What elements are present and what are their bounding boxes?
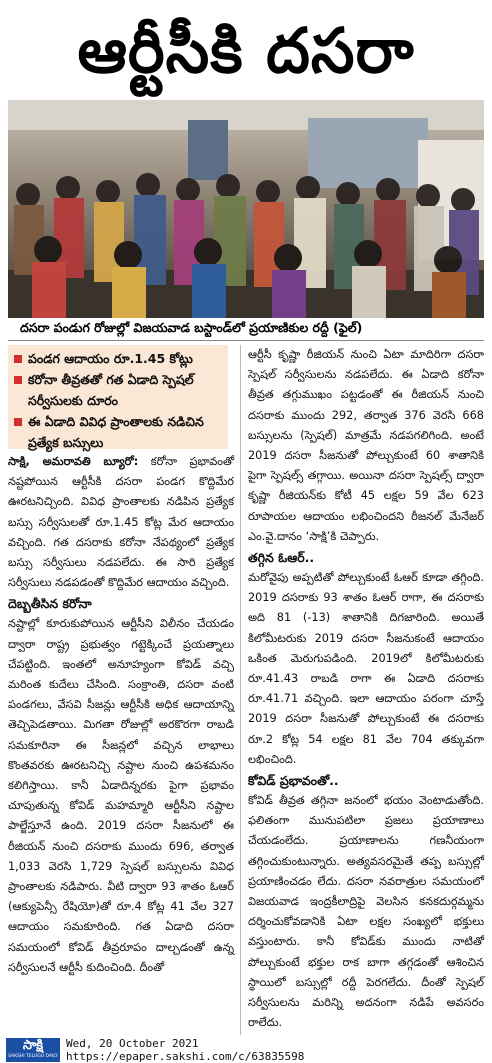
subhead-corona: దెబ్బతీసిన కరోనా [8, 596, 92, 612]
dateline: సాక్షి, అమరావతి బ్యూరో: [8, 455, 139, 468]
caption-rule [8, 340, 484, 341]
highlight-text: కరోనా తీవ్రతతో గత ఏడాది స్పెషల్ సర్వీసులకు దూరం [28, 372, 194, 408]
body-paragraph: నష్టాల్లో కూరుకుపోయిన ఆర్టీసీని విలీనం చేయడం ద్వారా రాష్ట్ర ప్రభుత్వం గట్టెక్కించే ప్రయత్నాలు చేపట్టింది. ఇంతలో అనూహ్యంగా కోవిడ్ వచ్చి మరింత కుదేలు చేసింది. సంక్రాంతి, దసరా వంటి పండగలు, వేసవి సీజన్లు ఆర్టీసీకి అధిక ఆదాయాన్ని తెచ్చిపెడతాయి. మిగతా రోజుల్లో అరకొరగా రాబడి సమకూరినా ఈ సీజన్లలో వచ్చిన లాభాలు కొంతవరకు ఊరటనిచ్చి నష్టాల నుంచి ఉపశమనం కలిగిస్తాయి. కానీ ఏడాదిన్నరకు పైగా ప్రభావం చూపుతున్న కోవిడ్ మహమ్మారి ఆర్టీసీని నష్టాల పాల్జేస్తూనే ఉంది. 2019 దసరా సీజనులో ఈ రీజియన్ నుంచి దసరాకు ముందు 696, తర్వాత 1,033 వెరసి 1,729 స్పెషల్ బస్సులను వివిధ ప్రాంతాలకు నడిపారు. వీటి ద్వారా 93 శాతం ఓఆర్ (ఆక్యుపెన్సీ రేషియో)తో రూ.4 కోట్ల 41 వేల 327 ఆదాయం సమకూరింది. గత ఏడాది దసరా సమయంలో కోవిడ్ తీవ్రరూపం దాల్చడంతో ఉన్న సర్వీసులనే ఆర్టీసీ కుదించింది. దీంతో [8, 617, 234, 974]
bullet-square-icon [14, 355, 22, 363]
bullet-square-icon [14, 418, 22, 426]
headline: ఆర్టీసీకి దసరా [77, 14, 415, 87]
highlights-box [8, 345, 228, 449]
subhead-covid: కోవిడ్ ప్రభావంతో.. [248, 773, 339, 789]
right-paragraph-2: మరోవైపు అప్పటితో పోల్చుకుంటే ఓఆర్ కూడా తగ్గింది. 2019 దసరాకు 93 శాతం ఓఆర్ రాగా, ఈ దసరాకు అది 81 (-13) శాతానికి దిగజారింది. అయితే కిలోమీటరుకు 2019 దసరా సీజనుకంటే ఆదాయం ఒకింత మెరుగుపడింది. 2019లో కిలోమీటరుకు రూ.41.43 రాబడి రాగా ఈ ఏడాది దసరాకు రూ.41.71 వచ్చింది. ఇలా ఆదాయం పరంగా చూస్తే 2019 దసరా సీజనుతో పోల్చుకుంటే ఈ దసరాకు రూ.2 కోట్ల 54 లక్షల 81 వేల 704 తక్కువగా లభించింది. [248, 571, 484, 766]
bullet-square-icon [14, 376, 22, 384]
edition-date: Wed, 20 October 2021 [66, 1037, 199, 1050]
right-paragraph-1: ఆర్టీసీ కృష్ణా రీజియన్ నుంచి ఏటా మాదిరిగా దసరా స్పెషల్ సర్వీసులను నడపలేదు. ఈ ఏడాది కరోనా తీవ్రత తగ్గుముఖం పట్టడంతో ఈ రీజియన్ నుంచి దసరాకు ముందు 292, తర్వాత 376 వెరసి 668 బస్సులను (స్పెషల్) మాత్రమే నడపగలిగింది. అంటే 2019 దసరా సీజనుతో పోల్చుకుంటే 60 శాతానికి పైగా స్పెషల్స్ తగ్గాయి. అయినా దసరా స్పెషల్స్ ద్వారా కృష్ణా రీజియన్‌కు కోటీ 45 లక్షల 59 వేల 623 రూపాయల ఆదాయం లభించిందని రీజనల్ మేనేజర్ ఎం.వై.దానం ‘సాక్షి’కి చెప్పారు. [248, 348, 484, 543]
intro-text: కరోనా ప్రభావంతో నష్టపోయిన ఆర్టీసీకి దసరా పండగ కొద్దిమేర ఊరటనిచ్చింది. వివిధ ప్రాంతాలకు నడిపిన ప్రత్యేక బస్సు సర్వీసులతో రూ.1.45 కోట్ల మేర ఆదాయం వచ్చింది. గత దసరాకు కరోనా నేపథ్యంలో ప్రత్యేక బస్సు సర్వీసులు నడపలేదు. ఈ సారి ప్రత్యేక సర్వీసులు నడపడంతో కొద్దిమేర ఆదాయం వచ్చింది. [8, 455, 235, 590]
column-divider [240, 345, 241, 1035]
intro-paragraph [8, 452, 234, 593]
highlight-text: పండగ ఆదాయం రూ.1.45 కోట్లు [28, 351, 193, 366]
subhead-or: తగ్గిన ఓఆర్.. [248, 550, 315, 566]
highlight-text: ఈ ఏడాది వివిధ ప్రాంతాలకు నడిచిన ప్రత్యేక బస్సులు [28, 414, 204, 450]
right-column [248, 345, 484, 1034]
bus-stand-crowd-photo [8, 100, 484, 318]
photo-caption: దసరా పండుగ రోజుల్లో విజయవాడ బస్టాండ్‌లో ప్రయాణికుల రద్దీ (ఫైల్) [20, 320, 363, 335]
highlight-item [14, 411, 222, 453]
epaper-link[interactable]: https://epaper.sakshi.com/c/63835598 [66, 1050, 305, 1063]
right-paragraph-3: కోవిడ్ తీవ్రత తగ్గినా జనంలో భయం వెంటాడుతోంది. ఫలితంగా మునుపటిలా ప్రజలు ప్రయాణాలు చేయడంలేదు. ప్రయాణాలను గణనీయంగా తగ్గించుకుంటున్నారు. అత్యవసరమైతే తప్ప బస్సుల్లో ప్రయాణించడం లేదు. దసరా నవరాత్రుల సమయంలో విజయవాడ ఇంద్రకీలాద్రిపై వెలసిన కనకదుర్గమ్మను దర్శించుకోవడానికి ఏటా లక్షల సంఖ్యలో భక్తులు వస్తుంటారు. కానీ కోవిడ్‌కు ముందు నాటితో పోల్చుకుంటే భక్తుల రాక బాగా తగ్గడంతో ఆశించిన స్థాయిలో బస్సుల్లో రద్దీ పెరగలేదు. దీంతో స్పెషల్ సర్వీసులను మరిన్ని అదనంగా నడిపే అవసరం రాలేదు. [248, 794, 484, 1030]
logo-subtitle: SAKSHI TELUGU DAILY [8, 1054, 58, 1059]
sakshi-logo: సాక్షి [6, 1038, 60, 1062]
left-column [8, 452, 234, 978]
footer [0, 1036, 492, 1063]
highlight-item [14, 369, 222, 411]
highlight-item [14, 348, 222, 369]
